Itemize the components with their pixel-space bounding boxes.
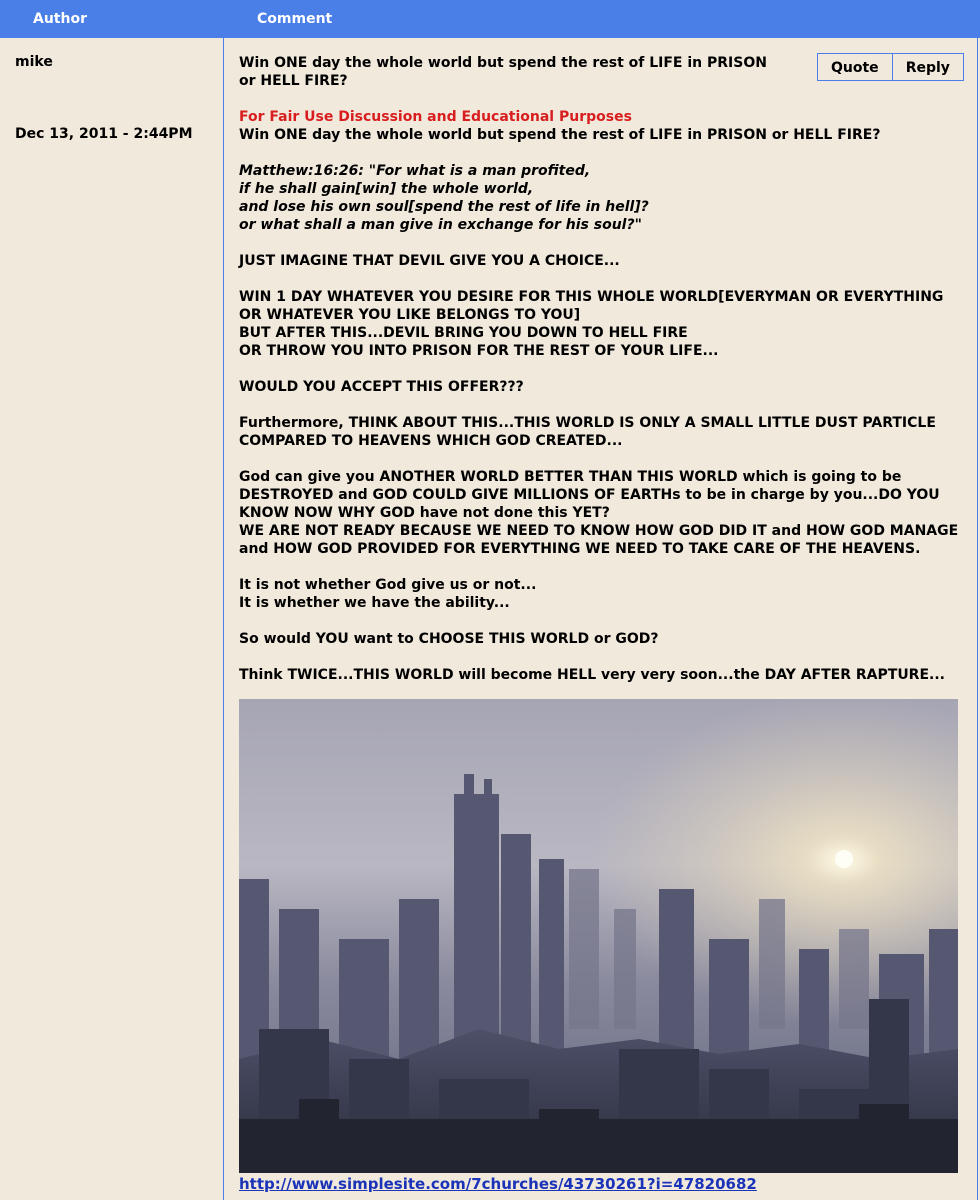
quote-button[interactable]: Quote	[817, 53, 893, 81]
post-line: Think TWICE...THIS WORLD will become HELL very very soon...the DAY AFTER RAPTURE...	[239, 667, 945, 683]
column-divider	[223, 0, 224, 1200]
post-author[interactable]: mike	[15, 54, 53, 70]
post-line: or what shall a man give in exchange for his soul?"	[239, 217, 642, 233]
post-line: if he shall gain[win] the whole world,	[239, 181, 534, 197]
post-line: WE ARE NOT READY BECAUSE WE NEED TO KNOW HOW GOD DID IT and HOW GOD MANAGE and HOW GOD PROVIDED FOR EVERYTHING WE NEED TO TAKE CARE OF THE HEAVENS.	[239, 523, 959, 557]
source-link[interactable]: http://www.simplesite.com/7churches/43730261?i=47820682	[239, 1175, 757, 1193]
post-paragraph	[239, 126, 964, 144]
post-body	[239, 54, 964, 684]
post-line: So would YOU want to CHOOSE THIS WORLD or GOD?	[239, 631, 659, 647]
ruined-city-image	[239, 699, 958, 1173]
table-header	[0, 0, 980, 38]
post-paragraph	[239, 666, 964, 684]
post-line: WIN 1 DAY WHATEVER YOU DESIRE FOR THIS WHOLE WORLD[EVERYMAN OR EVERYTHING OR WHATEVER YOU LIKE BELONGS TO YOU]	[239, 289, 944, 323]
post-subject: Win ONE day the whole world but spend the rest of LIFE in PRISON or HELL FIRE?	[239, 55, 767, 89]
reply-button[interactable]: Reply	[893, 53, 964, 81]
post-paragraph	[239, 630, 964, 648]
post-line: Win ONE day the whole world but spend the rest of LIFE in PRISON or HELL FIRE?	[239, 127, 881, 143]
post-line: It is whether we have the ability...	[239, 595, 510, 611]
post-line: OR THROW YOU INTO PRISON FOR THE REST OF YOUR LIFE...	[239, 343, 719, 359]
post-paragraph	[239, 414, 964, 450]
post-paragraph	[239, 252, 964, 270]
post-date: Dec 13, 2011 - 2:44PM	[15, 126, 193, 142]
table-border	[977, 38, 978, 1200]
scripture-quote	[239, 162, 964, 234]
post-paragraph	[239, 288, 964, 360]
post-line: JUST IMAGINE THAT DEVIL GIVE YOU A CHOICE...	[239, 253, 620, 269]
post-line: BUT AFTER THIS...DEVIL BRING YOU DOWN TO HELL FIRE	[239, 325, 688, 341]
post-line: God can give you ANOTHER WORLD BETTER THAN THIS WORLD which is going to be DESTROYED and GOD COULD GIVE MILLIONS OF EARTHs to be in charge by you...DO YOU KNOW NOW WHY GOD have not done this YET?	[239, 469, 940, 521]
post-line: Furthermore, THINK ABOUT THIS...THIS WORLD IS ONLY A SMALL LITTLE DUST PARTICLE COMPARED TO HEAVENS WHICH GOD CREATED...	[239, 415, 936, 449]
post-line: and lose his own soul[spend the rest of life in hell]?	[239, 199, 649, 215]
post-line: WOULD YOU ACCEPT THIS OFFER???	[239, 379, 524, 395]
post-paragraph	[239, 468, 964, 558]
post-line: It is not whether God give us or not...	[239, 577, 537, 593]
comment-column-header: Comment	[257, 11, 333, 27]
fair-use-notice: For Fair Use Discussion and Educational Purposes	[239, 109, 632, 125]
post-paragraph	[239, 576, 964, 612]
author-column-header: Author	[33, 11, 87, 27]
post-paragraph	[239, 378, 964, 396]
post-line: Matthew:16:26: "For what is a man profited,	[239, 163, 591, 179]
